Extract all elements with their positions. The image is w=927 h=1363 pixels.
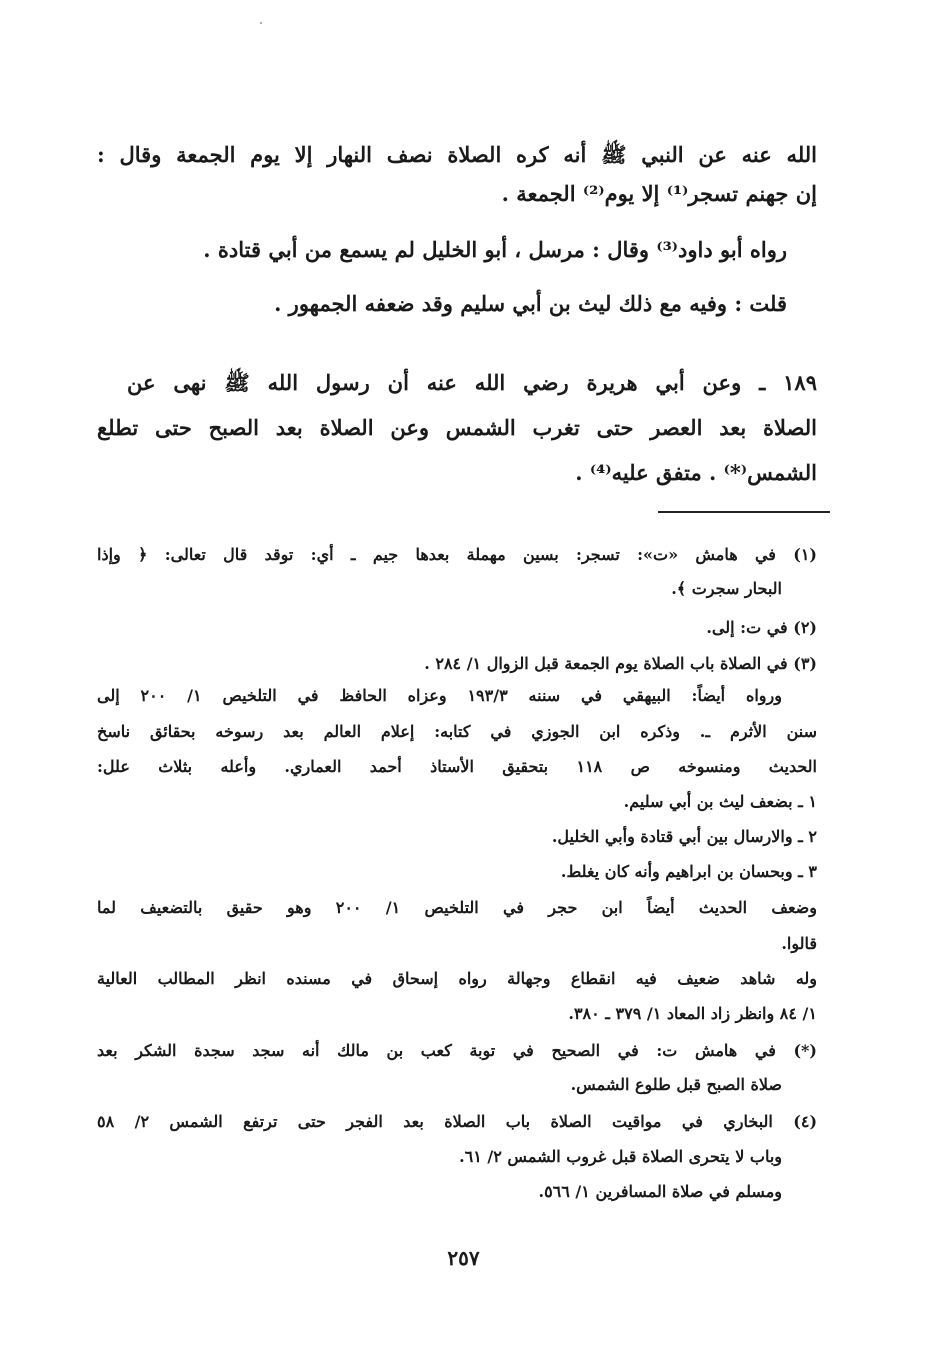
scan-speck [260, 22, 262, 24]
footnote-line: الحديث ومنسوخه ص ١١٨ بتحقيق الأستاذ أحمد العماري. وأعله بثلاث علل: [97, 757, 817, 776]
footnote-separator [658, 511, 830, 513]
footnote-line: ٣ ـ وبحسان بن ابراهيم وأنه كان يغلط. [560, 862, 817, 881]
footnote-line: (٤) البخاري في مواقيت الصلاة باب الصلاة بعد الفجر حتى ترتفع الشمس ٢/ ٥٨ [97, 1112, 818, 1131]
page-number: ٢٥٧ [447, 1246, 480, 1270]
main-text-line: رواه أبو داود⁽³⁾ وقال : مرسل ، أبو الخليل لم يسمع من أبي قتادة . [203, 237, 787, 262]
footnote-line: وضعف الحديث أيضاً ابن حجر في التلخيص ١/ ٢٠٠ وهو حقيق بالتضعيف لما [97, 898, 817, 917]
footnote-line: صلاة الصبح قبل طلوع الشمس. [570, 1075, 782, 1094]
footnote-line: ١/ ٨٤ وانظر زاد المعاد ١/ ٣٧٩ ـ ٣٨٠. [568, 1004, 817, 1023]
footnote-line: وله شاهد ضعيف فيه انقطاع وجهالة رواه إسحاق في مسنده انظر المطالب العالية [97, 969, 817, 988]
footnote-line: ومسلم في صلاة المسافرين ١/ ٥٦٦. [538, 1182, 782, 1201]
hadith-text-line: ١٨٩ ـ وعن أبي هريرة رضي الله عنه أن رسول الله ﷺ نهى عن [127, 370, 817, 395]
hadith-text-line: الشمس⁽*⁾ . متفق عليه⁽⁴⁾ . [575, 460, 817, 485]
footnote-line: (*) في هامش ت: في الصحيح في توبة كعب بن مالك أنه سجد سجدة الشكر بعد [97, 1041, 817, 1060]
footnote-line: البحار سجرت ﴾. [671, 579, 782, 598]
hadith-text-line: الصلاة بعد العصر حتى تغرب الشمس وعن الصلاة بعد الصبح حتى تطلع [97, 415, 817, 440]
footnote-line: سنن الأثرم ـ. وذكره ابن الجوزي في كتابه: إعلام العالم بعد رسوخه بحقائق ناسخ [97, 722, 817, 741]
footnote-line: ١ ـ بضعف ليث بن أبي سليم. [623, 792, 817, 811]
main-text-line: الله عنه عن النبي ﷺ أنه كره الصلاة نصف النهار إلا يوم الجمعة وقال : [97, 142, 817, 167]
main-text-line: إن جهنم تسجر⁽¹⁾ إلا يوم⁽²⁾ الجمعة . [501, 181, 817, 206]
footnote-line: (٣) في الصلاة باب الصلاة يوم الجمعة قبل الزوال ١/ ٢٨٤ . [424, 654, 817, 673]
footnote-line: (١) في هامش «ت»: تسجر: بسين مهملة بعدها جيم ـ أي: توقد قال تعالى: ﴿ وإذا [97, 545, 817, 564]
main-text-line: قلت : وفيه مع ذلك ليث بن أبي سليم وقد ضعفه الجمهور . [274, 291, 787, 316]
footnote-line: ورواه أيضاً: البيهقي في سننه ١٩٣/٣ وعزاه الحافظ في التلخيص ١/ ٢٠٠ إلى [97, 686, 782, 705]
footnote-line: ٢ ـ والارسال بين أبي قتادة وأبي الخليل. [551, 827, 817, 846]
footnote-line: (٢) في ت: إلى. [706, 618, 817, 637]
footnote-line: وباب لا يتحرى الصلاة قبل غروب الشمس ٢/ ٦١. [459, 1147, 782, 1166]
footnote-line: قالوا. [781, 934, 817, 953]
